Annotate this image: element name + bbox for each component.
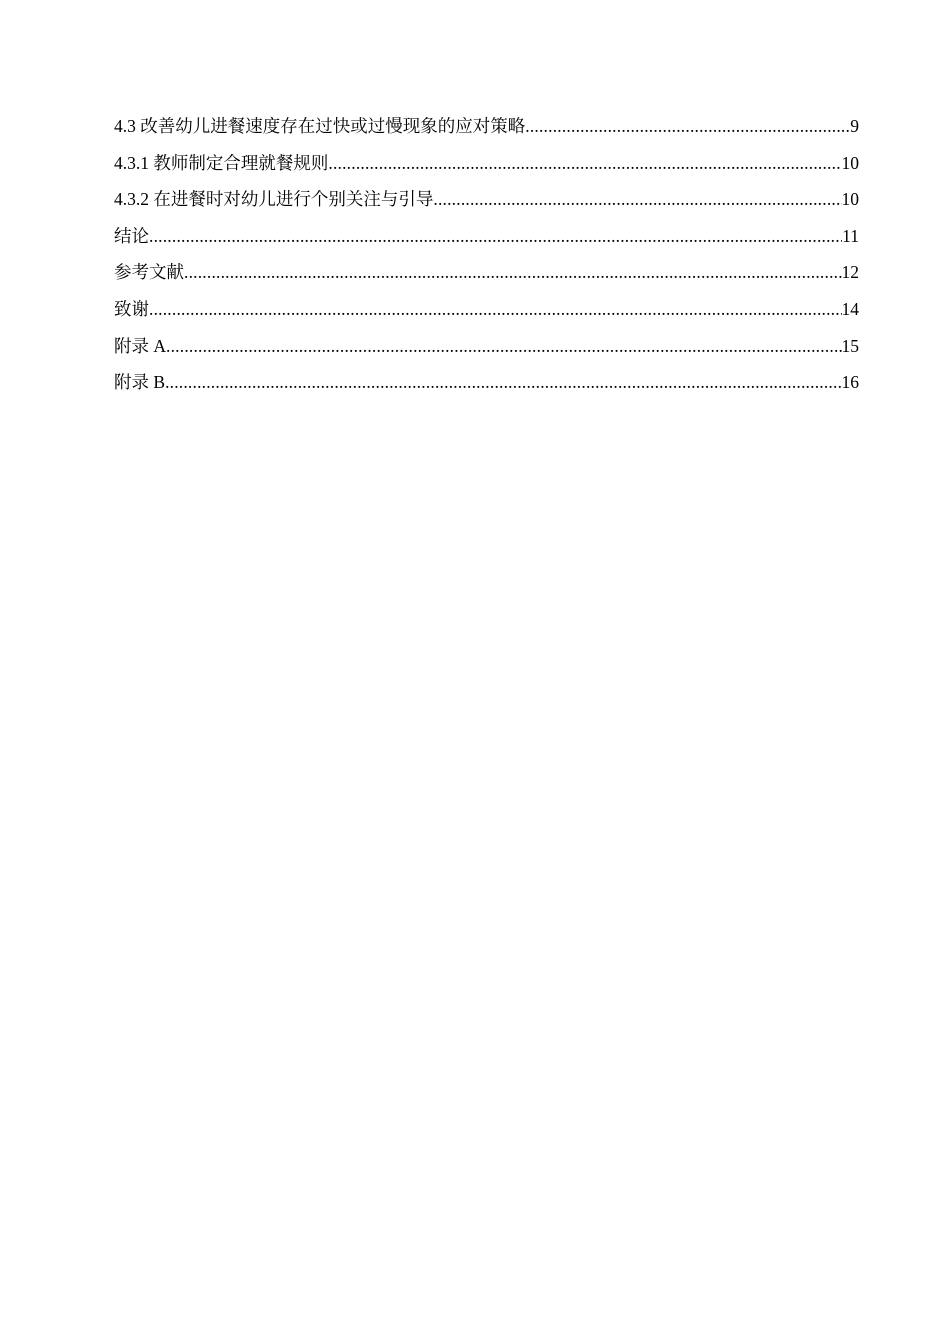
toc-entry-page: 10 [841,152,859,173]
toc-entry[interactable] [114,334,859,371]
toc-entry[interactable] [114,114,859,151]
toc-entry-page: 15 [841,335,859,356]
toc-entry-page: 16 [841,372,859,393]
toc-entry-page: 14 [841,298,859,319]
toc-entry-title: 参考文献 [114,262,184,283]
toc-entry-title: 附录 B [114,372,166,393]
toc-entry[interactable] [114,224,859,261]
toc-dot-leader [149,224,842,248]
toc-entry-page: 12 [841,262,859,283]
toc-entry-title: 附录 A [114,335,167,356]
toc-dot-leader [149,297,842,321]
table-of-contents [114,114,859,407]
toc-entry-title: 4.3.1 教师制定合理就餐规则 [114,152,329,173]
toc-entry-title: 4.3 改善幼儿进餐速度存在过快或过慢现象的应对策略 [114,116,526,136]
toc-dot-leader [525,114,850,138]
toc-entry[interactable] [114,297,859,334]
toc-dot-leader [165,370,841,394]
toc-entry-title: 4.3.2 在进餐时对幼儿进行个别关注与引导 [114,189,434,210]
toc-entry[interactable] [114,151,859,188]
toc-entry-page: 10 [841,189,859,210]
toc-entry[interactable] [114,187,859,224]
toc-dot-leader [166,334,841,358]
toc-entry-title: 致谢 [114,298,149,319]
toc-entry[interactable] [114,260,859,297]
toc-dot-leader [433,187,841,211]
toc-entry[interactable] [114,370,859,407]
toc-entry-page: 11 [842,225,859,246]
toc-dot-leader [184,260,842,284]
toc-entry-title: 结论 [114,225,149,246]
toc-entry-page: 9 [850,116,859,136]
toc-dot-leader [328,151,841,175]
